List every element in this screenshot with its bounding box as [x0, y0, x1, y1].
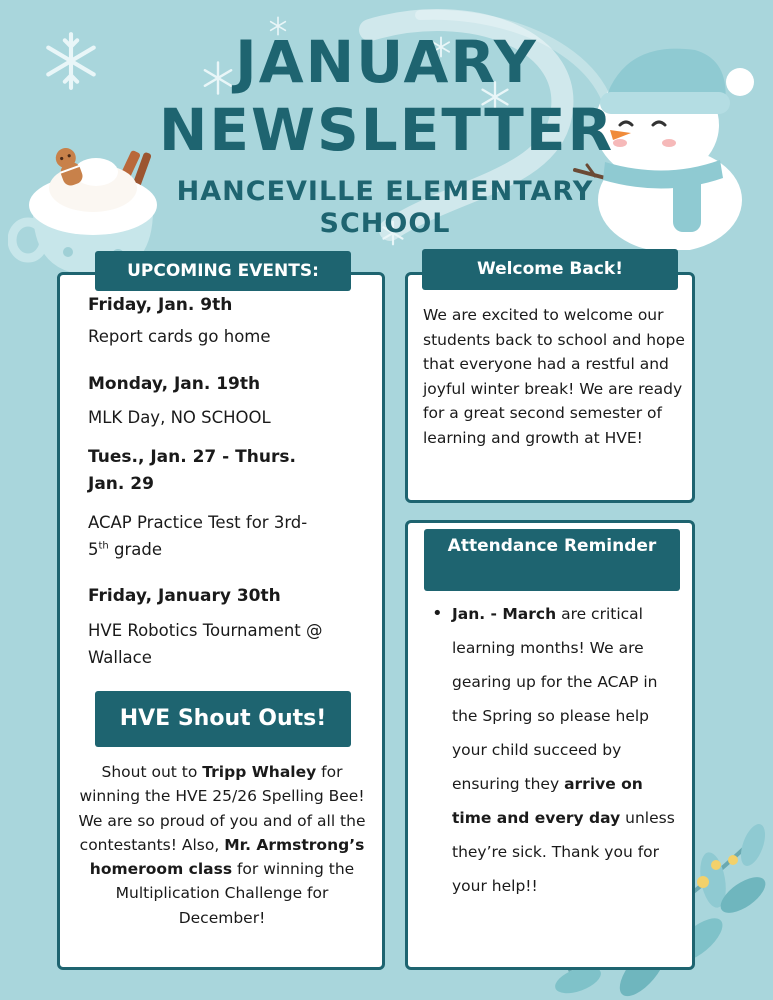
shout-outs-name: Mr. Armstrong’s homeroom class	[89, 835, 365, 879]
events-heading: UPCOMING EVENTS:	[95, 251, 351, 291]
attendance-heading: Attendance Reminder	[424, 529, 680, 591]
shout-outs-text-part: Shout out to	[101, 763, 203, 781]
attendance-emphasis: Jan. - March	[452, 605, 557, 623]
event-description: Report cards go home	[88, 327, 271, 346]
shout-outs-text-part: for winning the HVE 25/26 Spelling Bee! We are so proud of you and of all the contestants! Also,	[78, 763, 366, 854]
shout-outs-text	[76, 760, 368, 930]
school-name: HANCEVILLE ELEMENTARY SCHOOL	[176, 176, 594, 239]
bullet-icon: •	[432, 603, 443, 624]
event-date: Friday, January 30th	[88, 586, 281, 606]
event-date: Friday, Jan. 9th	[88, 295, 233, 315]
shout-outs-name: Tripp Whaley	[202, 763, 317, 781]
attendance-emphasis: arrive on time and every day	[452, 775, 643, 827]
newsletter-title-line2: NEWSLETTER	[158, 96, 615, 164]
welcome-heading: Welcome Back!	[422, 249, 678, 290]
attendance-text: are critical learning months! We are gearing up for the ACAP in the Spring so please help your child succeed by ensuring they	[452, 605, 658, 793]
event-description	[88, 509, 318, 563]
event-date: Monday, Jan. 19th	[88, 374, 261, 394]
event-description-text: ACAP Practice Test for 3rd-5	[88, 513, 308, 559]
newsletter-title-line1: JANUARY	[235, 28, 538, 96]
event-description: HVE Robotics Tournament @ Wallace	[88, 621, 323, 667]
event-description: MLK Day, NO SCHOOL	[88, 408, 271, 427]
welcome-text: We are excited to welcome our students back to school and hope that everyone had a restful and joyful winter break! We are ready for a great second semester of learning and growth at HVE!	[423, 306, 685, 447]
event-description-text: grade	[108, 540, 163, 559]
shout-outs-heading: HVE Shout Outs!	[95, 691, 351, 747]
event-date: Tues., Jan. 27 - Thurs. Jan. 29	[88, 447, 296, 494]
attendance-text: unless they’re sick. Thank you for your help!!	[452, 809, 675, 895]
shout-outs-text-part: for winning the Multiplication Challenge for December!	[115, 860, 355, 927]
ordinal-suffix: th	[98, 540, 109, 552]
list-item	[452, 597, 682, 903]
